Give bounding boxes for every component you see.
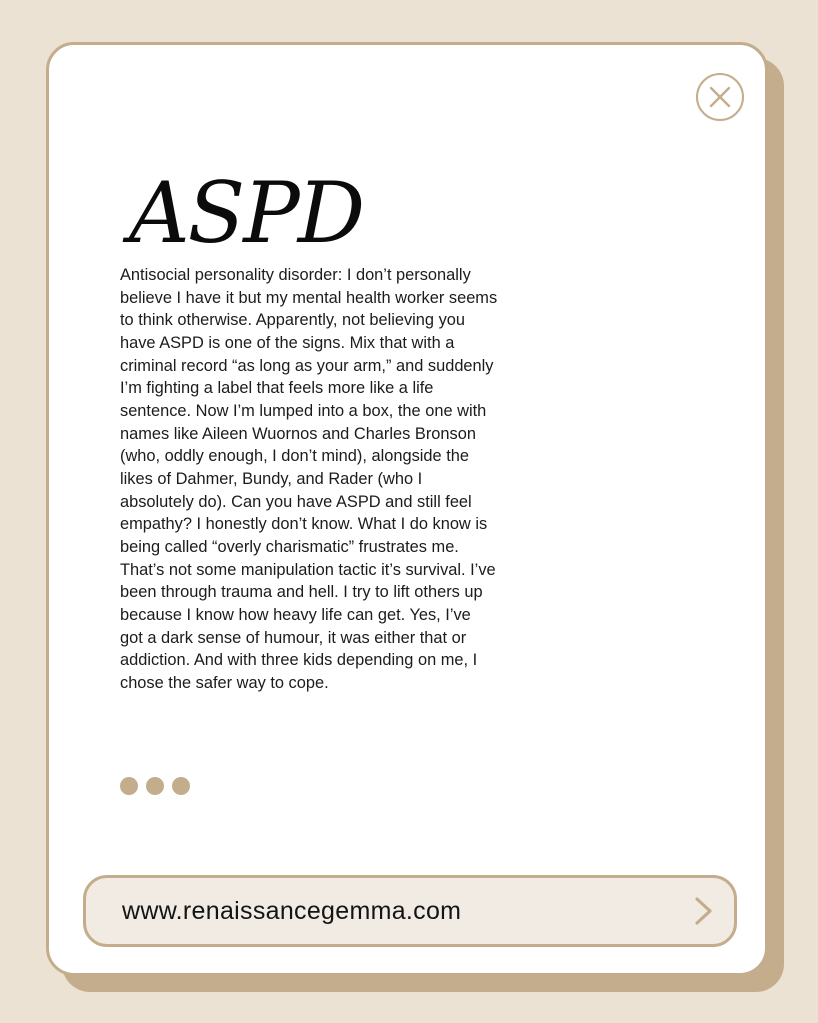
ellipsis-icon xyxy=(120,777,190,795)
dot xyxy=(120,777,138,795)
dot xyxy=(146,777,164,795)
chevron-right-icon[interactable] xyxy=(686,895,718,927)
page-title: ASPD xyxy=(129,164,364,262)
url-text: www.renaissancegemma.com xyxy=(122,897,462,925)
dot xyxy=(172,777,190,795)
url-bar[interactable] xyxy=(83,875,737,947)
close-button[interactable] xyxy=(696,73,744,121)
close-icon xyxy=(708,85,732,109)
body-text: Antisocial personality disorder: I don’t personally believe I have it but my mental health worker seems to think otherwise. Apparently, not believing you have ASPD is one of the signs. Mix that with a criminal record “as long as your arm,” and suddenly I’m fighting a label that feels more like a life sentence. Now I’m lumped into a box, the one with names like Aileen Wuornos and Charles Bronson (who, oddly enough, I don’t mind), alongside the likes of Dahmer, Bundy, and Rader (who I absolutely do). Can you have ASPD and still feel empathy? I honestly don’t know. What I do know is being called “overly charismatic” frustrates me. That’s not some manipulation tactic it’s survival. I’ve been through trauma and hell. I try to lift others up because I know how heavy life can get. Yes, I’ve got a dark sense of humour, it was either that or addiction. And with three kids depending on me, I chose the safer way to cope. xyxy=(120,266,498,692)
popup-card xyxy=(46,42,768,976)
